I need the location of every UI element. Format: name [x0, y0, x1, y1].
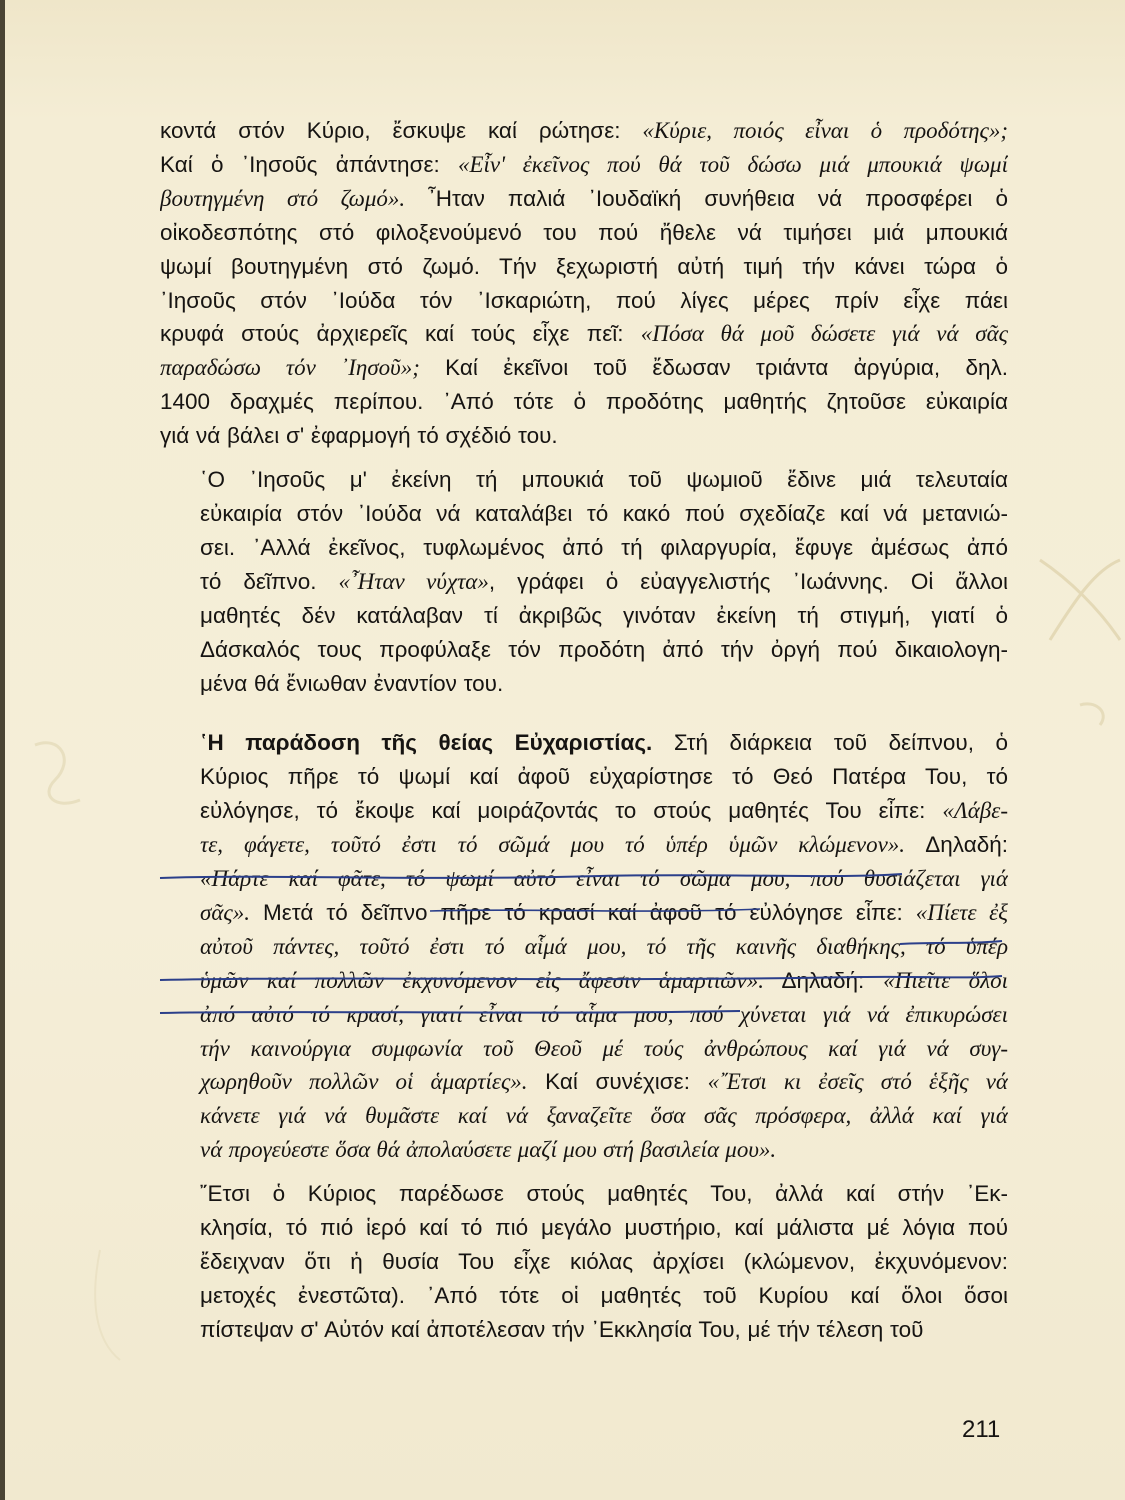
text-run: μένα θά ἔνιωθαν ἐναντίον του. [200, 670, 504, 696]
text-line [160, 317, 1008, 351]
text-line [160, 1279, 1008, 1313]
text-run: Κύριος πῆρε τό ψωμί καί ἀφοῦ εὐχαρίστησε τό Θεό Πατέρα Του, τό [200, 764, 1008, 790]
text-line [160, 565, 1008, 599]
text-line [160, 964, 1008, 998]
text-run: Μετά τό δεῖπνο πῆρε τό κρασί καί ἀφοῦ τό εὐλόγησε εἶπε: [250, 899, 916, 925]
section-heading: ῾Η παράδοση τῆς θείας Εὐχαριστίας. [200, 730, 653, 756]
text-line [160, 1313, 1008, 1347]
paragraph-3 [160, 726, 1008, 1167]
text-line [160, 250, 1008, 284]
text-line [160, 726, 1008, 760]
text-run: Στή διάρκεια τοῦ δείπνου, ὁ [652, 730, 1008, 756]
text-run: τό δεῖπνο. [200, 568, 339, 594]
paragraph-4 [160, 1177, 1008, 1347]
scripture-quote: «῏Ηταν νύχτα» [338, 568, 489, 594]
text-run: ἔδειχναν ὅτι ἡ θυσία Του εἶχε κιόλας ἀρχίσει (κλώμενον, ἐκχυνόμενον: [200, 1249, 1008, 1274]
text-line [160, 633, 1008, 667]
text-line [160, 148, 1008, 182]
text-line [160, 216, 1008, 250]
scripture-quote: «Κύριε, ποιός εἶναι ὁ προδότης»; [642, 118, 1008, 143]
text-line [160, 497, 1008, 531]
scripture-quote: σᾶς». [200, 899, 250, 925]
text-run: σει. ᾿Αλλά ἐκεῖνος, τυφλωμένος ἀπό τή φιλαργυρία, ἔφυγε ἀμέσως ἀπό [200, 534, 1008, 560]
scripture-quote: «Λάβε- [942, 798, 1008, 824]
paragraph-2 [160, 463, 1008, 700]
text-run: Καί συνέχισε: [527, 1069, 708, 1095]
text-line [160, 114, 1008, 148]
text-line [160, 760, 1008, 794]
text-line [160, 1065, 1008, 1099]
paragraph-1 [160, 114, 1008, 453]
text-run: κρυφά στούς ἀρχιερεῖς καί τούς εἶχε πεῖ: [160, 321, 641, 347]
text-line [160, 531, 1008, 565]
text-line [160, 794, 1008, 828]
text-run: γιά νά βάλει σ' ἐφαρμογή τό σχέδιό του. [160, 423, 558, 449]
text-run: ᾿Ιησοῦς στόν ᾿Ιούδα τόν ᾿Ισκαριώτη, πού λίγες μέρες πρίν εἶχε πάει [160, 287, 1008, 313]
scripture-quote: «Πόσα θά μοῦ δώσετε γιά νά σᾶς [640, 321, 1008, 347]
text-run: κοντά στόν Κύριο, ἔσκυψε καί ρώτησε: [160, 118, 643, 143]
text-run: , γράφει ὁ εὐαγγελιστής ᾿Ιωάννης. Οἱ ἄλλοι [488, 568, 1008, 594]
bleed-through-mark [35, 743, 80, 804]
scripture-quote: αὐτοῦ πάντες, τοῦτό ἐστι τό αἷμά μου, τό τῆς καινῆς διαθήκης, τό ὑπέρ [200, 933, 1008, 959]
text-line [160, 419, 1008, 453]
bleed-through-mark [1080, 704, 1103, 725]
text-line [160, 828, 1008, 862]
scripture-quote: κάνετε γιά νά θυμᾶστε καί νά ξαναζεῖτε ὅσα σᾶς πρόσφερα, ἀλλά καί γιά [200, 1103, 1008, 1129]
text-run: πίστεψαν σ' Αὐτόν καί ἀποτέλεσαν τήν ᾿Εκκλησία Του, μέ τήν τέλεση τοῦ [200, 1316, 924, 1342]
body-text [160, 114, 1008, 1347]
text-run: ῎Ετσι ὁ Κύριος παρέδωσε στούς μαθητές Του, ἀλλά καί στήν ᾿Εκ- [200, 1181, 1008, 1207]
text-run: κλησία, τό πιό ἱερό καί τό πιό μεγάλο μυστήριο, καί μάλιστα μέ λόγια πού [200, 1215, 1008, 1241]
scripture-quote: «῎Ετσι κι ἐσεῖς στό ἑξῆς νά [707, 1069, 1008, 1095]
scripture-quote: «Πάρτε καί φᾶτε, τό ψωμί αὐτό εἶναι τό σῶμα μου, πού θυσιάζεται γιά [200, 866, 1008, 892]
scripture-quote: νά προγεύεστε ὅσα θά ἀπολαύσετε μαζί μου στή βασιλεία μου». [200, 1137, 777, 1163]
text-line [160, 1133, 1008, 1167]
text-run: Καί ἐκεῖνοι τοῦ ἔδωσαν τριάντα ἀργύρια, δηλ. [419, 355, 1008, 381]
text-line [160, 599, 1008, 633]
text-run: Καί ὁ ᾿Ιησοῦς ἀπάντησε: [160, 151, 458, 177]
text-line [160, 930, 1008, 964]
bleed-through-mark [95, 1250, 120, 1360]
text-line [160, 862, 1008, 896]
scripture-quote: χωρηθοῦν πολλῶν οἱ ἁμαρτίες». [200, 1069, 528, 1095]
text-line [160, 284, 1008, 318]
page-left-edge [0, 0, 5, 1500]
text-line [160, 1245, 1008, 1279]
scripture-quote: «Πιεῖτε ὅλοι [883, 967, 1008, 993]
scripture-quote: παραδώσω τόν ᾿Ιησοῦ»; [160, 355, 420, 381]
text-run: μετοχές ἐνεστῶτα). ᾿Από τότε οἱ μαθητές τοῦ Κυρίου καί ὅλοι ὅσοι [200, 1282, 1008, 1308]
text-line [160, 998, 1008, 1032]
text-run: 1400 δραχμές περίπου. ᾿Από τότε ὁ προδότης μαθητής ζητοῦσε εὐκαιρία [160, 389, 1008, 415]
text-line [160, 1099, 1008, 1133]
scripture-quote: τε, φάγετε, τοῦτό ἐστι τό σῶμά μου τό ὑπέρ ὑμῶν κλώμενον». [200, 832, 906, 858]
scripture-quote: ὑμῶν καί πολλῶν ἐκχυνόμενον εἰς ἄφεσιν ἁμαρτιῶν». [200, 967, 764, 993]
text-line [160, 1032, 1008, 1066]
text-run: οἰκοδεσπότης στό φιλοξενούμενό του πού ἤθελε νά τιμήσει μιά μπουκιά [160, 219, 1008, 245]
scripture-quote: τήν καινούργια συμφωνία τοῦ Θεοῦ μέ τούς ἀνθρώπους καί γιά νά συγ- [200, 1035, 1008, 1061]
text-run: Δηλαδή: [763, 967, 884, 993]
scripture-quote: «Πίετε ἐξ [915, 899, 1008, 925]
text-run: ῏Ηταν παλιά ᾿Ιουδαϊκή συνήθεια νά προσφέρει ὁ [405, 185, 1008, 211]
text-line [160, 896, 1008, 930]
text-run: Δηλαδή: [905, 832, 1008, 858]
text-line [160, 463, 1008, 497]
text-run: εὐκαιρία στόν ᾿Ιούδα νά καταλάβει τό κακό πού σχεδίαζε καί νά μετανιώ- [200, 500, 1008, 526]
scripture-quote: ἀπό αὐτό τό κρασί, γιατί εἶναι τό αἷμα μου, πού χύνεται γιά νά ἐπικυρώσει [200, 1001, 1008, 1027]
bleed-through-mark [1040, 560, 1120, 640]
bleed-through-mark [1050, 560, 1120, 640]
text-line [160, 1211, 1008, 1245]
text-line [160, 351, 1008, 385]
text-run: ῾Ο ᾿Ιησοῦς μ' ἐκείνη τή μπουκιά τοῦ ψωμιοῦ ἔδινε μιά τελευταία [200, 467, 1008, 493]
scripture-quote: «Εἶν' ἐκεῖνος πού θά τοῦ δώσω μιά μπουκιά ψωμί [457, 151, 1008, 177]
text-line [160, 1177, 1008, 1211]
text-run: εὐλόγησε, τό ἔκοψε καί μοιράζοντάς το στούς μαθητές Του εἶπε: [200, 798, 943, 824]
text-line [160, 385, 1008, 419]
page-number: 211 [962, 1416, 1001, 1443]
scripture-quote: βουτηγμένη στό ζωμό». [160, 185, 406, 211]
text-run: μαθητές δέν κατάλαβαν τί ἀκριβῶς γινόταν ἐκείνη τή στιγμή, γιατί ὁ [200, 602, 1008, 628]
text-run: Δάσκαλός τους προφύλαξε τόν προδότη ἀπό τήν ὀργή πού δικαιολογη- [200, 636, 1008, 662]
text-run: ψωμί βουτηγμένη στό ζωμό. Τήν ξεχωριστή αὐτή τιμή τήν κάνει τώρα ὁ [160, 253, 1008, 279]
text-line [160, 182, 1008, 216]
text-line [160, 667, 1008, 701]
